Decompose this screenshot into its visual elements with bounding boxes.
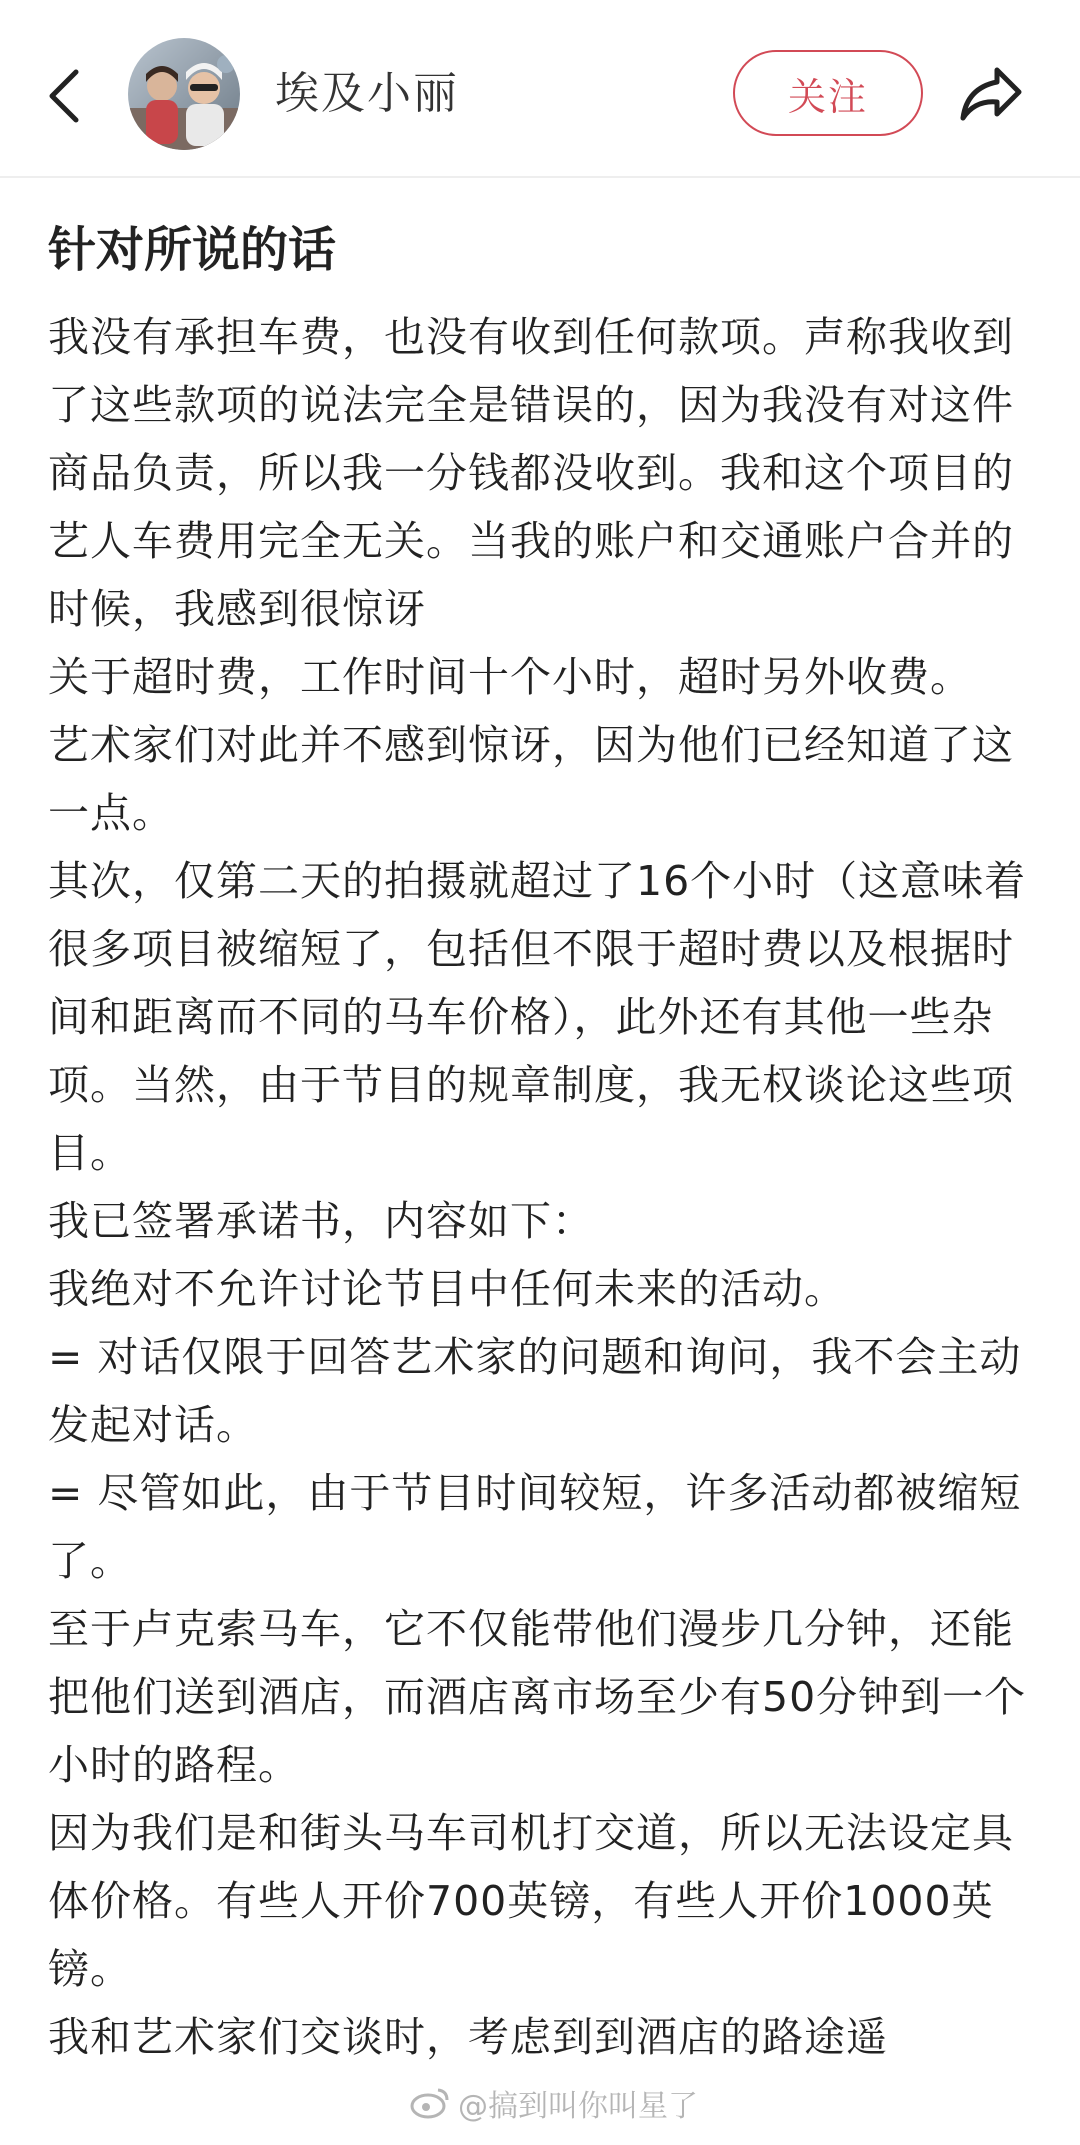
post-paragraph: = 尽管如此，由于节目时间较短，许多活动都被缩短了。 <box>48 1469 1022 1585</box>
post-paragraph: 艺术家们对此并不感到惊讶，因为他们已经知道了这一点。 <box>48 721 1014 837</box>
post-paragraph: 因为我们是和街头马车司机打交道，所以无法设定具体价格。有些人开价700英镑，有些人开价1000英镑。 <box>48 1809 1014 1993</box>
post-paragraph: 我没有承担车费，也没有收到任何款项。声称我收到了这些款项的说法完全是错误的，因为我没有对这件商品负责，所以我一分钱都没收到。我和这个项目的艺人车费用完全无关。当我的账户和交通账户合并的时候，我感到很惊讶 <box>48 313 1014 633</box>
top-bar <box>0 0 1080 178</box>
author-name[interactable]: 埃及小丽 <box>275 68 459 119</box>
post-title: 针对所说的话 <box>48 222 337 278</box>
avatar-photo <box>128 38 240 150</box>
post-paragraph: 我已签署承诺书，内容如下： <box>48 1197 594 1245</box>
share-arrow-icon <box>957 64 1025 124</box>
post-paragraph: 我绝对不允许讨论节目中任何未来的活动。 <box>48 1265 846 1313</box>
watermark <box>410 2078 698 2128</box>
post-paragraph: 其次，仅第二天的拍摄就超过了16个小时（这意味着很多项目被缩短了，包括但不限于超时费以及根据时间和距离而不同的马车价格），此外还有其他一些杂项。当然，由于节目的规章制度，我无权谈论这些项目。 <box>48 857 1027 1177</box>
avatar[interactable] <box>128 38 240 150</box>
follow-button-label: 关注 <box>787 74 868 119</box>
chevron-left-icon <box>44 66 84 126</box>
post-content <box>0 178 1080 2145</box>
watermark-text: @搞到叫你叫星了 <box>458 2089 698 2124</box>
post-paragraph: 至于卢克索马车，它不仅能带他们漫步几分钟，还能把他们送到酒店，而酒店离市场至少有50分钟到一个小时的路程。 <box>48 1605 1027 1789</box>
follow-button[interactable] <box>733 50 923 136</box>
post-paragraph: = 对话仅限于回答艺术家的问题和询问，我不会主动发起对话。 <box>48 1333 1022 1449</box>
post-body <box>48 303 1038 2071</box>
back-button[interactable] <box>36 58 92 134</box>
weibo-logo-icon <box>410 2086 450 2120</box>
share-button[interactable] <box>955 58 1027 130</box>
post-paragraph: 关于超时费，工作时间十个小时，超时另外收费。 <box>48 653 972 701</box>
post-paragraph: 我和艺术家们交谈时，考虑到到酒店的路途遥 <box>48 2013 888 2061</box>
